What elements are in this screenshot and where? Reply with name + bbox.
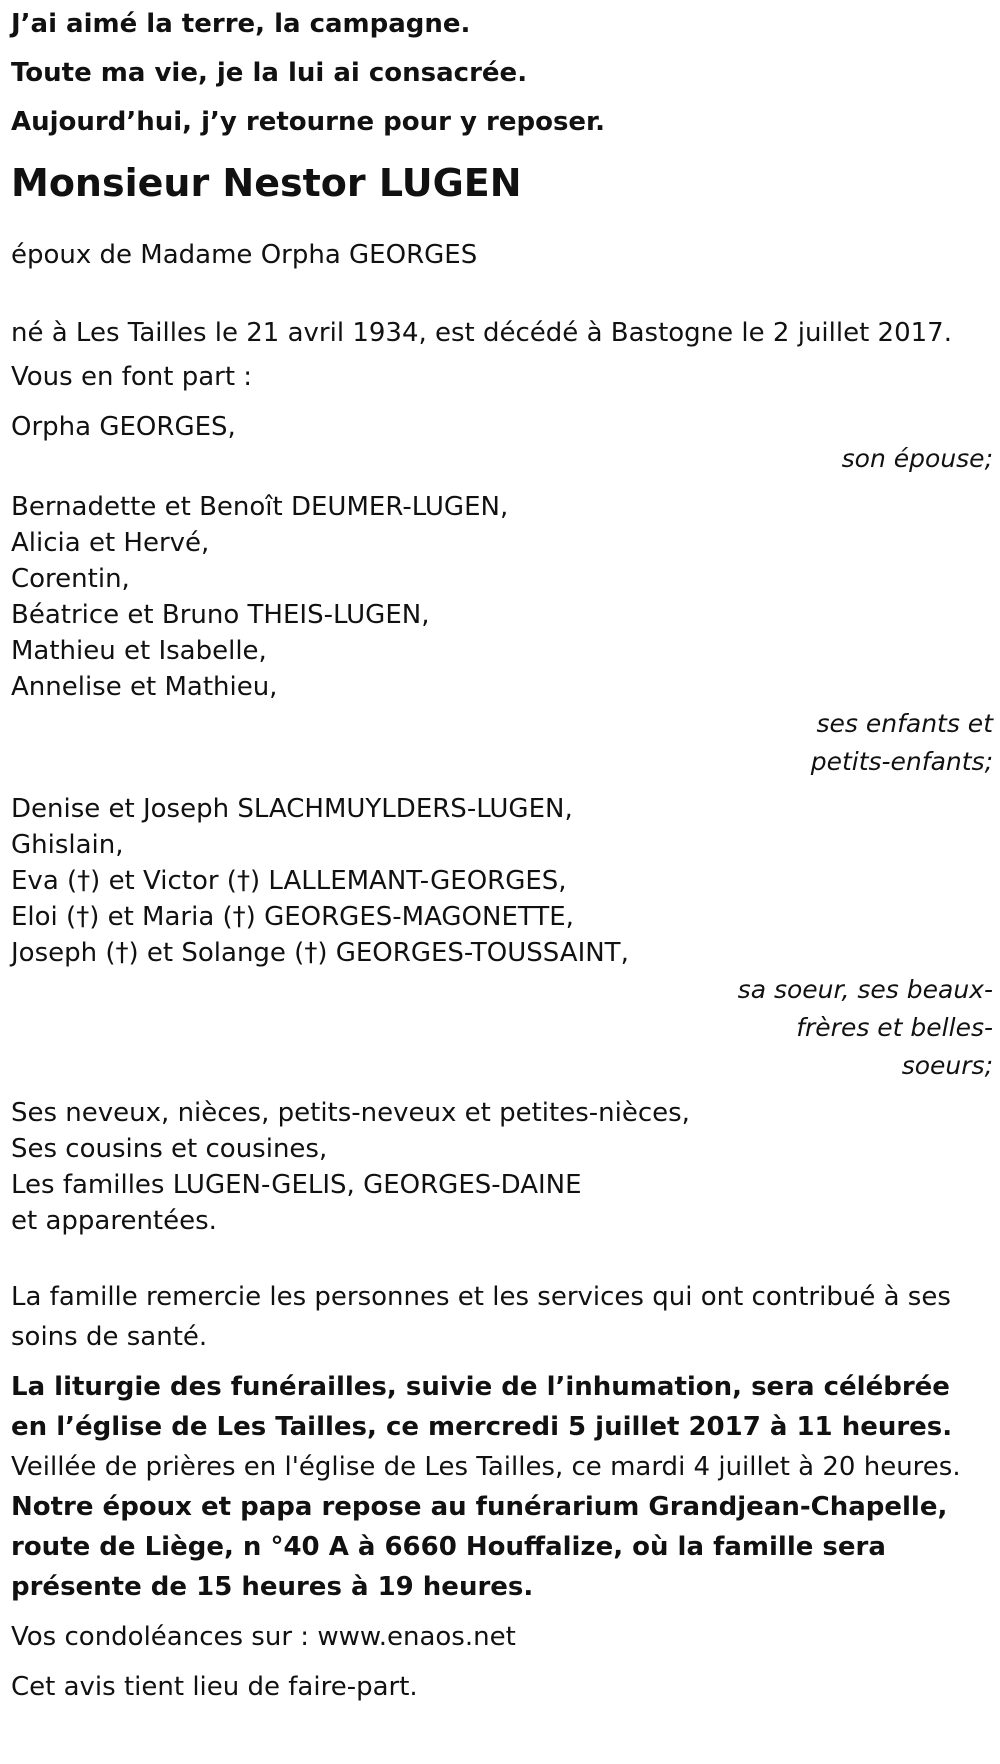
relation-label: ses enfants et petits-enfants; — [810, 709, 993, 776]
family-group-siblings — [11, 791, 993, 1085]
family-member-line: Béatrice et Bruno THEIS-LUGEN, — [11, 600, 430, 630]
vigil-text: Veillée de prières en l'église de Les Tailles, ce mardi 4 juillet à 20 heures. — [11, 1452, 961, 1482]
family-member-line: Ses cousins et cousines, — [11, 1134, 328, 1164]
family-member-line: Eva (†) et Victor (†) LALLEMANT-GEORGES, — [11, 866, 567, 896]
relation-label: sa soeur, ses beaux-frères et belles-soeurs; — [737, 975, 993, 1080]
family-member-line: Corentin, — [11, 564, 130, 594]
family-member-line: Ghislain, — [11, 830, 124, 860]
thanks-paragraph: La famille remercie les personnes et les services qui ont contribué à ses soins de santé. — [11, 1282, 951, 1352]
relation-label: son épouse; — [841, 444, 993, 473]
closing-line: Cet avis tient lieu de faire-part. — [11, 1672, 418, 1702]
family-member-line: Denise et Joseph SLACHMUYLDERS-LUGEN, — [11, 794, 573, 824]
funeral-paragraph — [11, 1367, 993, 1607]
extended-family — [11, 1095, 993, 1239]
family-member-line: Annelise et Mathieu, — [11, 672, 278, 702]
family-member-line: Les familles LUGEN-GELIS, GEORGES-DAINE — [11, 1170, 582, 1200]
funeral-home-text: Notre époux et papa repose au funérarium Grandjean-Chapelle, route de Liège, n °40 A à 6660 Houffalize, où la famille sera présente de 15 heures à 19 heures. — [11, 1492, 948, 1602]
family-member-line: Joseph (†) et Solange (†) GEORGES-TOUSSAINT, — [11, 938, 629, 968]
family-member-line: Eloi (†) et Maria (†) GEORGES-MAGONETTE, — [11, 902, 574, 932]
family-member-line: et apparentées. — [11, 1206, 217, 1236]
funeral-ceremony-text: La liturgie des funérailles, suivie de l’inhumation, sera célébrée en l’église de Les Tailles, ce mercredi 5 juillet 2017 à 11 heures. — [11, 1372, 953, 1442]
poem-line: J’ai aimé la terre, la campagne. — [11, 9, 471, 39]
death-notice — [11, 0, 993, 1707]
poem — [11, 0, 993, 137]
family-member-line: Orpha GEORGES, — [11, 412, 236, 442]
family-member-line: Mathieu et Isabelle, — [11, 636, 267, 666]
announce-line: Vous en font part : — [11, 362, 253, 392]
condolences-line: Vos condoléances sur : www.enaos.net — [11, 1622, 516, 1652]
family-member-line: Alicia et Hervé, — [11, 528, 210, 558]
spouse-line: époux de Madame Orpha GEORGES — [11, 240, 478, 270]
family-member-line: Bernadette et Benoît DEUMER-LUGEN, — [11, 492, 509, 522]
birth-death-line: né à Les Tailles le 21 avril 1934, est décédé à Bastogne le 2 juillet 2017. — [11, 318, 952, 348]
poem-line: Toute ma vie, je la lui ai consacrée. — [11, 58, 528, 88]
poem-line: Aujourd’hui, j’y retourne pour y reposer. — [11, 107, 606, 137]
family-group-spouse — [11, 407, 993, 479]
family-group-children — [11, 489, 993, 781]
deceased-name: Monsieur Nestor LUGEN — [11, 161, 522, 205]
family-member-line: Ses neveux, nièces, petits-neveux et petites-nièces, — [11, 1098, 690, 1128]
